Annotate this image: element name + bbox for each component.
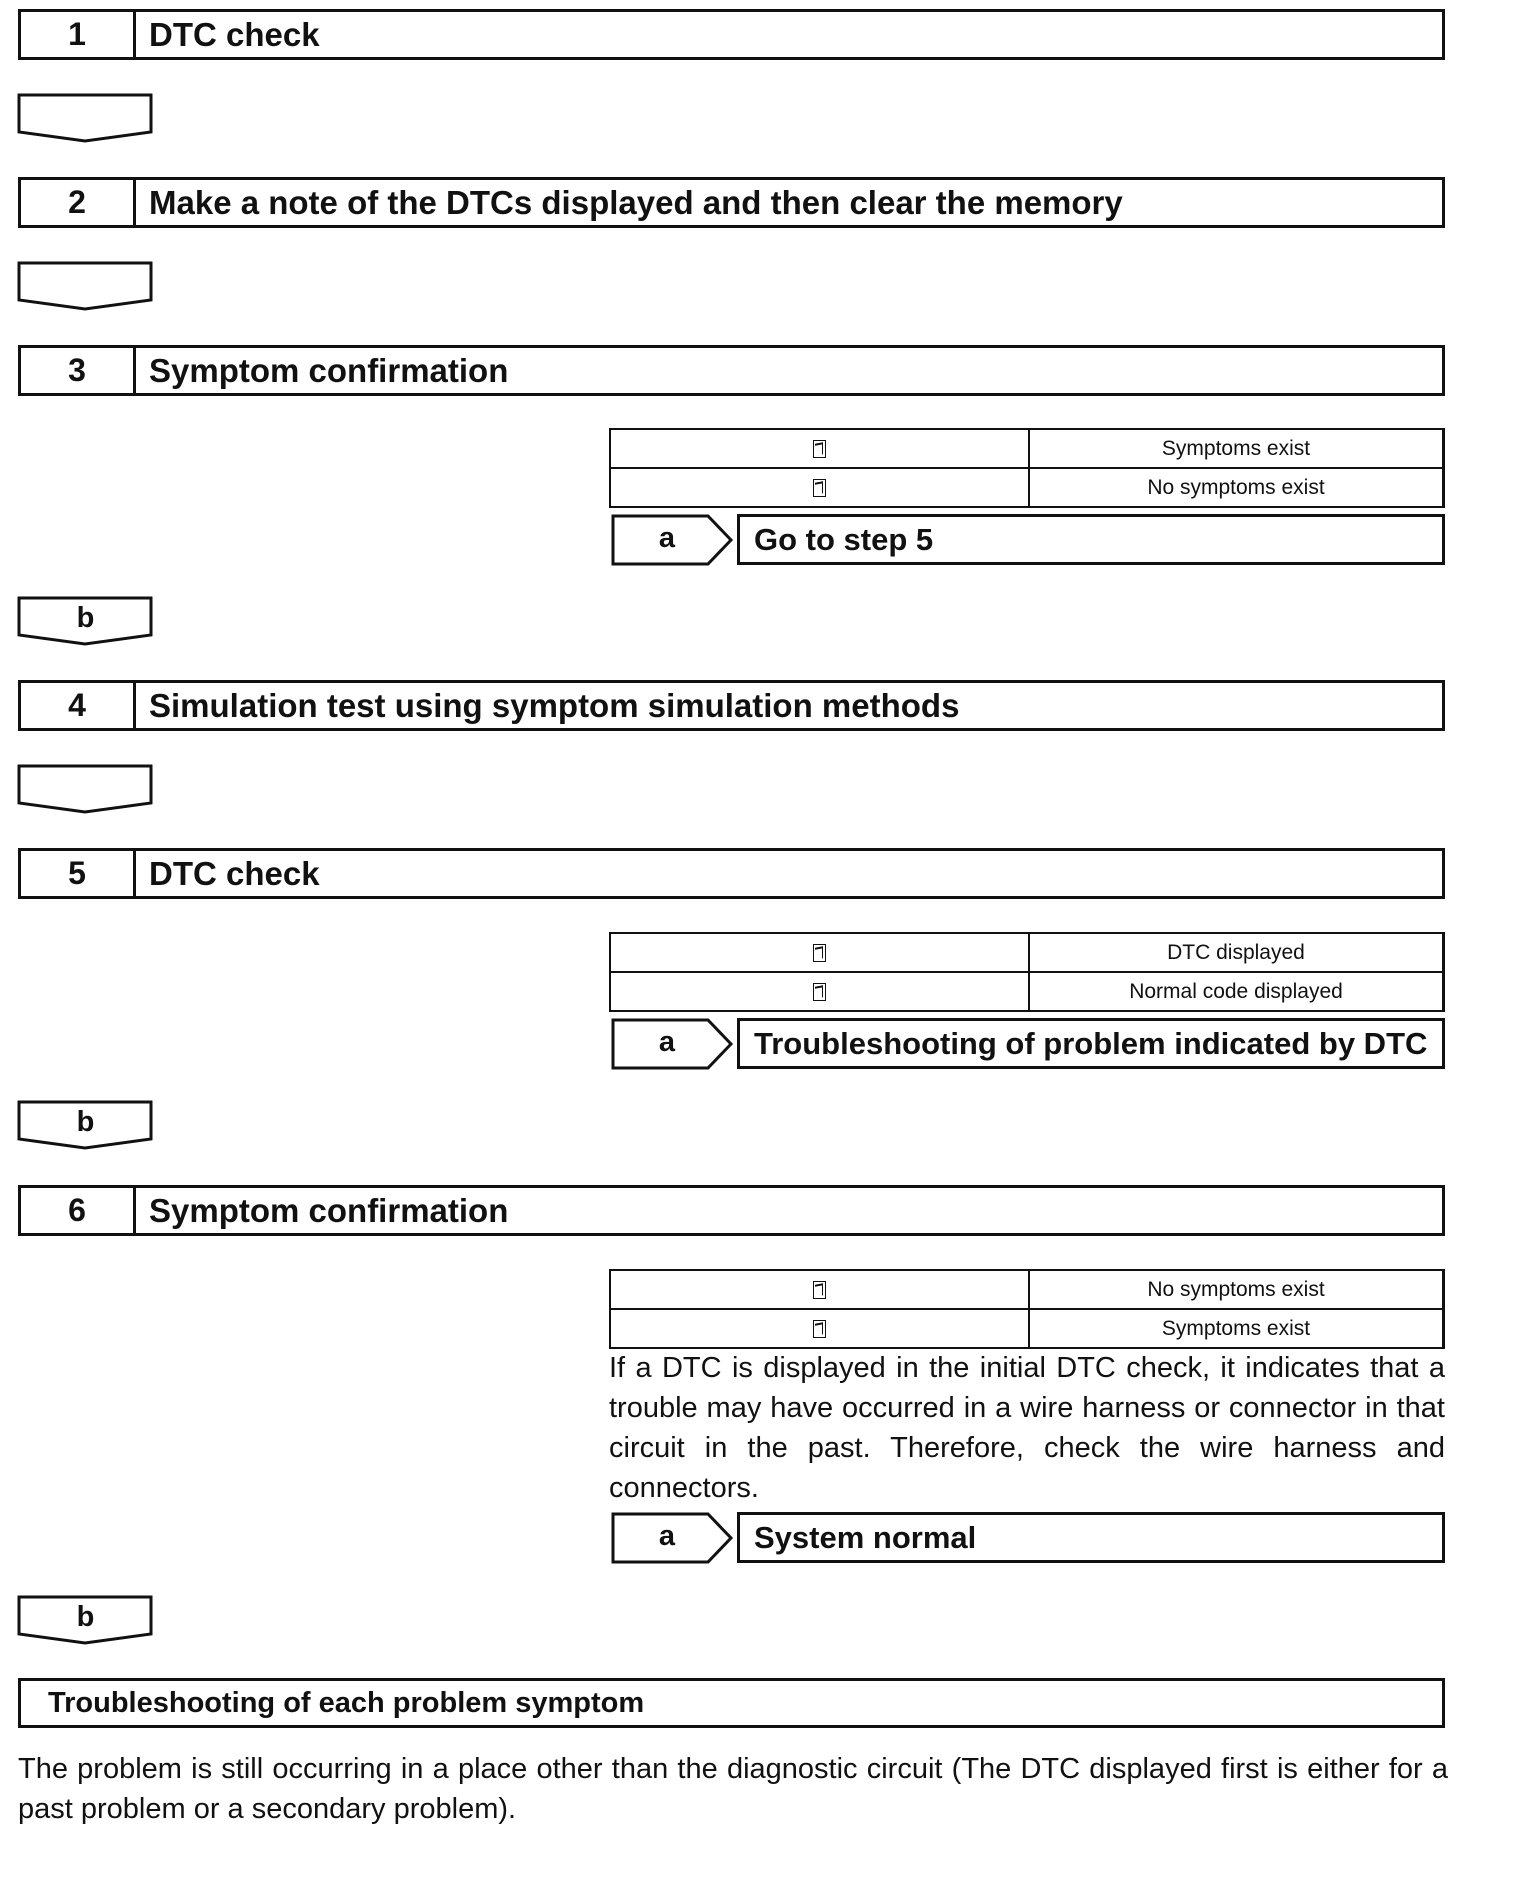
flow-arrow-down (17, 596, 154, 648)
result-row (611, 469, 1445, 508)
down-arrow-icon (17, 764, 154, 816)
result-value: DTC displayed (1030, 934, 1445, 971)
result-value: Symptoms exist (1030, 430, 1445, 467)
branch-a-arrow (611, 1018, 734, 1070)
result-key (611, 1271, 1030, 1308)
branch-target-box: Go to step 5 (737, 514, 1445, 565)
result-key (611, 469, 1030, 506)
step-title: DTC check (149, 15, 320, 53)
result-key (611, 430, 1030, 467)
branch-b-label: b (76, 602, 95, 634)
step-title: Simulation test using symptom simulation methods (149, 686, 960, 724)
flow-arrow-down (17, 764, 154, 816)
flow-arrow-down (17, 261, 154, 313)
result-b-symbol-icon (813, 983, 826, 1001)
result-key (611, 934, 1030, 971)
result-value: No symptoms exist (1030, 1271, 1445, 1308)
result-row (611, 430, 1445, 469)
branch-a-label: a (658, 1520, 676, 1552)
step-number: 5 (21, 851, 136, 896)
diagnostic-note: If a DTC is displayed in the initial DTC check, it indicates that a trouble may have occurred in a wire harness or connector in that circuit in the past. Therefore, check the wire harness and connectors. (609, 1352, 1445, 1504)
step-5-box (18, 848, 1445, 899)
result-key (611, 973, 1030, 1010)
down-arrow-icon (17, 261, 154, 313)
step-4-box (18, 680, 1445, 731)
result-value: Symptoms exist (1030, 1310, 1445, 1347)
result-table (609, 932, 1445, 1012)
result-row (611, 934, 1445, 973)
flow-arrow-down (17, 1595, 154, 1647)
step-title: Symptom confirmation (149, 351, 509, 389)
step-number: 3 (21, 348, 136, 393)
flow-arrow-down (17, 93, 154, 145)
result-a-symbol-icon (813, 944, 826, 962)
step-2-box (18, 177, 1445, 228)
result-row (611, 1271, 1445, 1310)
result-row (611, 1310, 1445, 1349)
final-step-box: Troubleshooting of each problem symptom (18, 1678, 1445, 1728)
branch-a-label: a (658, 1026, 676, 1058)
branch-b-label: b (76, 1106, 95, 1138)
down-arrow-icon (17, 93, 154, 145)
result-a-symbol-icon (813, 440, 826, 458)
flow-arrow-down (17, 1100, 154, 1152)
step-6-box (18, 1185, 1445, 1236)
branch-a-label: a (658, 522, 676, 554)
step-title: DTC check (149, 854, 320, 892)
step-number: 6 (21, 1188, 136, 1233)
result-key (611, 1310, 1030, 1347)
step-title: Symptom confirmation (149, 1191, 509, 1229)
branch-target-box: Troubleshooting of problem indicated by DTC (737, 1018, 1445, 1069)
result-value: No symptoms exist (1030, 469, 1445, 506)
result-table (609, 428, 1445, 508)
result-row (611, 973, 1445, 1012)
result-b-symbol-icon (813, 479, 826, 497)
step-number: 1 (21, 12, 136, 57)
step-1-box (18, 9, 1445, 60)
branch-target-box: System normal (737, 1512, 1445, 1563)
step-title: Make a note of the DTCs displayed and then clear the memory (149, 183, 1123, 221)
result-value: Normal code displayed (1030, 973, 1445, 1010)
step-number: 4 (21, 683, 136, 728)
result-b-symbol-icon (813, 1320, 826, 1338)
result-a-symbol-icon (813, 1281, 826, 1299)
branch-a-arrow (611, 514, 734, 566)
step-number: 2 (21, 180, 136, 225)
result-table (609, 1269, 1445, 1349)
branch-a-arrow (611, 1512, 734, 1564)
footer-note: The problem is still occurring in a place other than the diagnostic circuit (The DTC displayed first is either for a past problem or a secondary problem). (18, 1753, 1448, 1825)
branch-b-label: b (76, 1601, 95, 1633)
step-3-box (18, 345, 1445, 396)
